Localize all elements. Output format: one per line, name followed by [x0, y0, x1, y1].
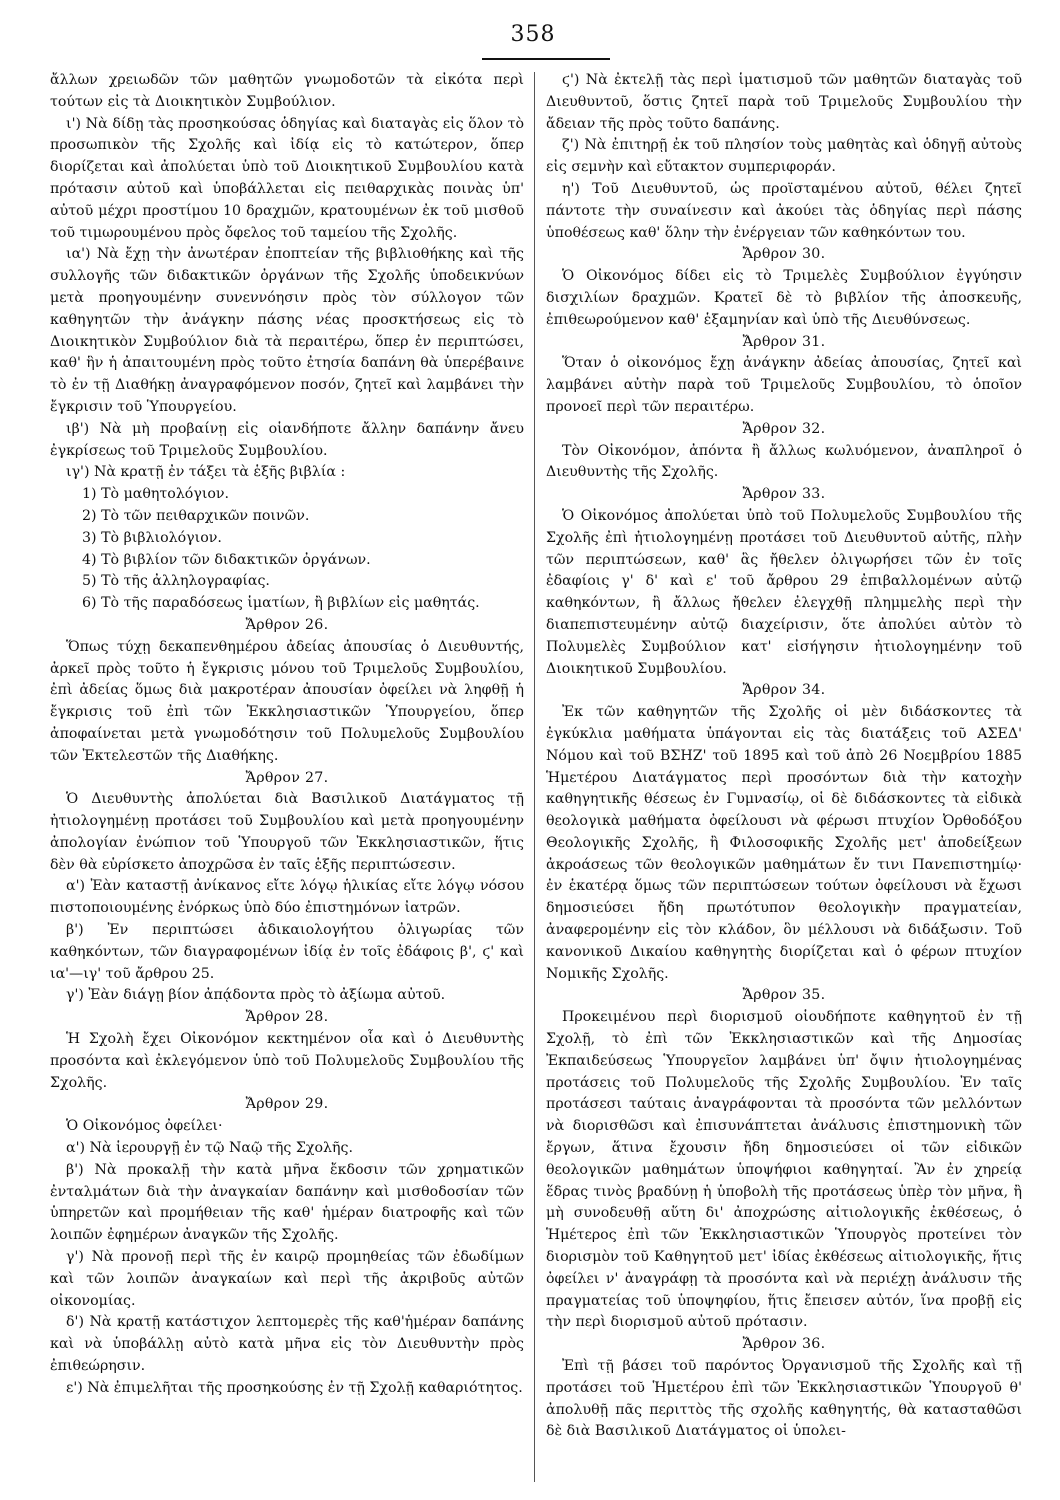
list-item: 3) Τὸ βιβλιολόγιον.	[82, 529, 222, 546]
paragraph: ζ') Νὰ ἐπιτηρῇ ἐκ τοῦ πλησίον τοὺς μαθητὰς καὶ ὁδηγῇ αὐτοὺς εἰς σεμνὴν καὶ εὔτακτον συμπεριφοράν.	[546, 137, 1022, 176]
article-heading: Ἄρθρον 36.	[742, 1336, 826, 1353]
paragraph: ι') Νὰ δίδῃ τὰς προσηκούσας ὁδηγίας καὶ διαταγὰς εἰς ὅλον τὸ προσωπικὸν τῆς Σχολῆς καὶ ἰδίᾳ εἰς τὸ κατώτερον, ὅπερ διορίζεται καὶ ἀπολύεται ὑπὸ τοῦ Διοικητικοῦ Συμβουλίου κατὰ πρότασιν αὐτοῦ καὶ ὑποβάλλεται εἰς πειθαρχικὰς ποινὰς ὑπ' αὐτοῦ μέχρι προστίμου 10 δραχμῶν, κρατουμένων ἐκ τοῦ μισθοῦ τοῦ τιμωρουμένου πρὸς ὄφελος τοῦ ταμείου τῆς Σχολῆς.	[50, 115, 524, 241]
paragraph: Ὁ Οἰκονόμος ἀπολύεται ὑπὸ τοῦ Πολυμελοῦς Συμβουλίου τῆς Σχολῆς ἐπὶ ἠτιολογημένῃ προτάσει τοῦ Διευθυντοῦ αὐτῆς, πλὴν τῶν περιπτώσεων, καθ' ἃς ἤθελεν ὀλιγωρήσει τῶν ἐν τοῖς ἐδαφίοις γ' δ' καὶ ε' τοῦ ἄρθρου 29 ἐπιβαλλομένων αὐτῷ καθηκόντων, ἢ ἄλλως ἤθελεν ἐλεγχθῇ πλημμελὴς περὶ τὴν διαπεπιστευμένην αὐτῷ διαχείρισιν, ὅτε ἀπολύει αὐτὸν τὸ Πολυμελὲς Συμβούλιον κατ' εἰσήγησιν ἠτιολογημένην τοῦ Διοικητικοῦ Συμβουλίου.	[546, 507, 1022, 677]
list-item: 4) Τὸ βιβλίον τῶν διδακτικῶν ὀργάνων.	[82, 551, 371, 568]
article-heading: Ἄρθρον 32.	[742, 420, 826, 437]
paragraph: Ὁ Διευθυντὴς ἀπολύεται διὰ Βασιλικοῦ Διατάγματος τῇ ἠτιολογημένῃ προτάσει τοῦ Συμβουλίου καὶ μετὰ προηγουμένην ἀπολογίαν ἐνώπιον τοῦ Ὑπουργοῦ τῶν Ἐκκλησιαστικῶν, ἥτις δὲν θὰ εὑρίσκετο ἀποχρῶσα ἐν ταῖς ἑξῆς περιπτώσεσιν.	[50, 791, 524, 873]
paragraph: ε') Νὰ ἐπιμελῆται τῆς προσηκούσης ἐν τῇ Σχολῇ καθαριότητος.	[66, 1379, 523, 1396]
paragraph: β') Νὰ προκαλῇ τὴν κατὰ μῆνα ἔκδοσιν τῶν χρηματικῶν ἐνταλμάτων διὰ τὴν ἀναγκαίαν δαπάνην καὶ μισθοδοσίαν τῶν ὑπηρετῶν καὶ προμήθειαν τῆς καθ' ἡμέραν διατροφῆς καὶ τῶν λοιπῶν ἐφημέρων ἀναγκῶν τῆς Σχολῆς.	[50, 1161, 524, 1244]
article-heading: Ἄρθρον 35.	[742, 987, 826, 1004]
paragraph: α') Ἐὰν καταστῇ ἀνίκανος εἴτε λόγῳ ἡλικίας εἴτε λόγῳ νόσου πιστοποιουμένης ἐνόρκως ὑπὸ δύο ἐπιστημόνων ἰατρῶν.	[50, 878, 524, 917]
paragraph: Ὁ Οἰκονόμος ὀφείλει·	[66, 1118, 223, 1135]
paragraph: ια') Νὰ ἔχῃ τὴν ἀνωτέραν ἐποπτείαν τῆς βιβλιοθήκης καὶ τῆς συλλογῆς τῶν διδακτικῶν ὀργάνων τῆς Σχολῆς ὑποδεικνύων μετὰ προηγουμένην συνεννόησιν πρὸς τὸν σύλλογον τῶν καθηγητῶν τὴν ἀνάγκην πάσης νέας προσκτήσεως εἰς τὸ Διοικητικὸν Συμβούλιον διὰ τὰ περαιτέρω, ὅπερ ἐν περιπτώσει, καθ' ἣν ἡ ἀπαιτουμένη πρὸς τοῦτο ἐτησία δαπάνη θὰ ὑπερέβαινε τὸ ἐν τῇ Διαθήκῃ ἀναγραφόμενον ποσόν, ζητεῖ καὶ λαμβάνει τὴν ἔγκρισιν τοῦ Ὑπουργείου.	[50, 246, 524, 415]
paragraph: Τὸν Οἰκονόμον, ἀπόντα ἢ ἄλλως κωλυόμενον, ἀναπληροῖ ὁ Διευθυντὴς τῆς Σχολῆς.	[546, 442, 1022, 481]
list-item: 5) Τὸ τῆς ἀλληλογραφίας.	[82, 573, 270, 590]
paragraph: Ὁ Οἰκονόμος δίδει εἰς τὸ Τριμελὲς Συμβούλιον ἐγγύησιν δισχιλίων δραχμῶν. Κρατεῖ δὲ τὸ βιβλίον τῆς ἀποσκευῆς, ἐπιθεωρούμενον καθ' ἑξαμηνίαν καὶ ὑπὸ τῆς Διευθύνσεως.	[546, 268, 1022, 328]
paragraph: Ὅπως τύχῃ δεκαπενθημέρου ἀδείας ἀπουσίας ὁ Διευθυντής, ἀρκεῖ πρὸς τοῦτο ἡ ἔγκρισις μόνου τοῦ Τριμελοῦς Συμβουλίου, ἐπὶ ἀδείας ὅμως διὰ μακροτέραν ἀπουσίαν ὀφείλει νὰ ληφθῇ ἡ ἔγκρισις τοῦ ἐπὶ τῶν Ἐκκλησιαστικῶν Ὑπουργείου, ὅπερ ἀποφαίνεται μετὰ γνωμοδότησιν τοῦ Πολυμελοῦς Συμβουλίου τῶν Ἐκτελεστῶν τῆς Διαθήκης.	[50, 638, 524, 764]
paragraph: η') Τοῦ Διευθυντοῦ, ὡς προϊσταμένου αὐτοῦ, θέλει ζητεῖ πάντοτε τὴν συναίνεσιν καὶ ἀκούει τὰς ὁδηγίας περὶ πάσης ὑποθέσεως καθ' ὅλην τὴν ἐνέργειαν τῶν καθηκόντων του.	[546, 180, 1022, 241]
article-heading: Ἄρθρον 33.	[742, 486, 826, 503]
right-column	[546, 70, 1022, 1443]
paragraph: γ') Νὰ προνοῇ περὶ τῆς ἐν καιρῷ προμηθείας τῶν ἐδωδίμων καὶ τῶν λοιπῶν ἀναγκαίων καὶ περὶ τῆς ἀκριβοῦς αὐτῶν οἰκονομίας.	[50, 1249, 524, 1309]
left-column	[50, 70, 524, 1400]
paragraph: ἄλλων χρειωδῶν τῶν μαθητῶν γνωμοδοτῶν τὰ εἰκότα περὶ τούτων εἰς τὰ Διοικητικὸν Συμβούλιον.	[50, 72, 524, 110]
paragraph: γ') Ἐὰν διάγῃ βίον ἀπᾴδοντα πρὸς τὸ ἀξίωμα αὐτοῦ.	[66, 987, 446, 1004]
article-heading: Ἄρθρον 28.	[245, 1009, 329, 1026]
article-heading: Ἄρθρον 29.	[245, 1096, 329, 1113]
paragraph: δ') Νὰ κρατῇ κατάστιχον λεπτομερὲς τῆς καθ'ἡμέραν δαπάνης καὶ νὰ ὑποβάλλῃ αὐτὸ κατὰ μῆνα εἰς τὸν Διευθυντὴν πρὸς ἐπιθεώρησιν.	[50, 1314, 524, 1375]
paragraph: ιβ') Νὰ μὴ προβαίνῃ εἰς οἱανδήποτε ἄλλην δαπάνην ἄνευ ἐγκρίσεως τοῦ Τριμελοῦς Συμβουλίου.	[50, 420, 524, 459]
paragraph: α') Νὰ ἱερουργῇ ἐν τῷ Ναῷ τῆς Σχολῆς.	[66, 1140, 353, 1157]
paragraph: Προκειμένου περὶ διορισμοῦ οἱουδήποτε καθηγητοῦ ἐν τῇ Σχολῇ, τὸ ἐπὶ τῶν Ἐκκλησιαστικῶν καὶ τῆς Δημοσίας Ἐκπαιδεύσεως Ὑπουργεῖον λαμβάνει ὑπ' ὄψιν ἠτιολογημένας προτάσεις τοῦ Πολυμελοῦς τῆς Σχολῆς Συμβουλίου. Ἐν ταῖς προτάσεσι ταύταις ἀναγράφονται τὰ προσόντα τῶν μελλόντων νὰ διορισθῶσι καὶ ἐπισυνάπτεται ἀνάλυσις ἐπιστημονικὴ τῶν ἔργων, ἅτινα ἔχουσιν ἤδη δημοσιεύσει οἱ τῶν εἰδικῶν θεολογικῶν μαθημάτων ὑποψήφιοι καθηγηταί. Ἂν ἐν χηρείᾳ ἕδρας τινὸς βραδύνῃ ἡ ὑποβολὴ τῆς προτάσεως ὑπὲρ τὸν μῆνα, ἢ μὴ συνοδευθῇ αὕτη δι' ἀποχρώσης αἰτιολογικῆς ἐκθέσεως, ὁ Ἡμέτερος ἐπὶ τῶν Ἐκκλησιαστικῶν Ὑπουργὸς προτείνει τὸν διορισμὸν τοῦ Καθηγητοῦ μετ' ἰδίας ἐκθέσεως αἰτιολογικῆς, ἥτις ὀφείλει ν' ἀναγράφῃ τὰ προσόντα καὶ νὰ περιέχῃ ἀνάλυσιν τῆς πραγματείας τοῦ ὑποψηφίου, ἥτις ἔπεισεν αὐτόν, ἵνα προβῇ εἰς τὴν περὶ διορισμοῦ αὐτοῦ πρότασιν.	[546, 1009, 1022, 1331]
page-number: 358	[510, 22, 556, 47]
list-item: 1) Τὸ μαθητολόγιον.	[82, 486, 230, 503]
article-heading: Ἄρθρον 27.	[245, 769, 329, 786]
paragraph: Ἐπὶ τῇ βάσει τοῦ παρόντος Ὀργανισμοῦ τῆς Σχολῆς καὶ τῇ προτάσει τοῦ Ἡμετέρου ἐπὶ τῶν Ἐκκλησιαστικῶν Ὑπουργοῦ θ' ἀπολυθῇ πᾶς περιττὸς τῆς σχολῆς καθηγητής, θὰ κατασταθῶσι δὲ διὰ Βασιλικοῦ Διατάγματος οἱ ὑπολει-	[546, 1358, 1022, 1440]
paragraph: Ἐκ τῶν καθηγητῶν τῆς Σχολῆς οἱ μὲν διδάσκοντες τὰ ἐγκύκλια μαθήματα ὑπάγονται εἰς τὰς διατάξεις τοῦ ΑΣΕΔ' Νόμου καὶ τοῦ ΒΣΗΖ' τοῦ 1895 καὶ τοῦ ἀπὸ 26 Νοεμβρίου 1885 Ἡμετέρου Διατάγματος περὶ προσόντων διὰ τὴν κατοχὴν καθηγητικῆς θέσεως ἐν Γυμνασίῳ, οἱ δὲ διδάσκοντες τὰ εἰδικὰ θεολογικὰ μαθήματα ὀφείλουσι νὰ φέρωσι πτυχίον Ὀρθοδόξου Θεολογικῆς Σχολῆς, ἢ Φιλοσοφικῆς Σχολῆς μετ' ἀποδείξεων ἀκροάσεως τῶν θεολογικῶν μαθημάτων ἔν τινι Πανεπιστημίῳ· ἐν ἑκατέρᾳ ὅμως τῶν περιπτώσεων τούτων ὀφείλουσι νὰ ἔχωσι δημοσιεύσει ἤδη πρωτότυπον θεολογικὴν πραγματείαν, ἀναφερομένην εἰς τὸν κλάδον, ὃν μέλλουσι νὰ διδάξωσιν. Τοῦ κανονικοῦ Δικαίου καθηγητὴς διορίζεται καὶ ὁ φέρων πτυχίον Νομικῆς Σχολῆς.	[546, 704, 1022, 982]
article-heading: Ἄρθρον 26.	[245, 616, 329, 633]
paragraph: ϛ') Νὰ ἐκτελῇ τὰς περὶ ἱματισμοῦ τῶν μαθητῶν διαταγὰς τοῦ Διευθυντοῦ, ὅστις ζητεῖ παρὰ τοῦ Τριμελοῦς Συμβουλίου τὴν ἄδειαν τῆς πρὸς τοῦτο δαπάνης.	[546, 72, 1022, 132]
paragraph: ιγ') Νὰ κρατῇ ἐν τάξει τὰ ἑξῆς βιβλία :	[66, 464, 346, 481]
article-heading: Ἄρθρον 30.	[742, 246, 826, 263]
paragraph: β') Ἐν περιπτώσει ἀδικαιολογήτου ὀλιγωρίας τῶν καθηκόντων, τῶν διαγραφομένων ἰδίᾳ ἐν τοῖς ἐδάφοις β', ϛ' καὶ ια'—ιγ' τοῦ ἄρθρου 25.	[50, 922, 524, 982]
list-item: 6) Τὸ τῆς παραδόσεως ἱματίων, ἢ βιβλίων εἰς μαθητάς.	[82, 595, 480, 612]
article-heading: Ἄρθρον 34.	[742, 682, 826, 699]
article-heading: Ἄρθρον 31.	[742, 333, 826, 350]
paragraph: Ἡ Σχολὴ ἔχει Οἰκονόμον κεκτημένον οἷα καὶ ὁ Διευθυντὴς προσόντα καὶ ἐκλεγόμενον ὑπὸ τοῦ Πολυμελοῦς Συμβουλίου τῆς Σχολῆς.	[50, 1031, 524, 1091]
list-item: 2) Τὸ τῶν πειθαρχικῶν ποινῶν.	[82, 507, 310, 524]
column-divider	[534, 72, 535, 1482]
header-rule	[482, 58, 610, 60]
paragraph: Ὅταν ὁ οἰκονόμος ἔχῃ ἀνάγκην ἀδείας ἀπουσίας, ζητεῖ καὶ λαμβάνει αὐτὴν παρὰ τοῦ Τριμελοῦς Συμβουλίου, τὸ ὁποῖον προνοεῖ περὶ τῶν περαιτέρω.	[546, 355, 1022, 415]
